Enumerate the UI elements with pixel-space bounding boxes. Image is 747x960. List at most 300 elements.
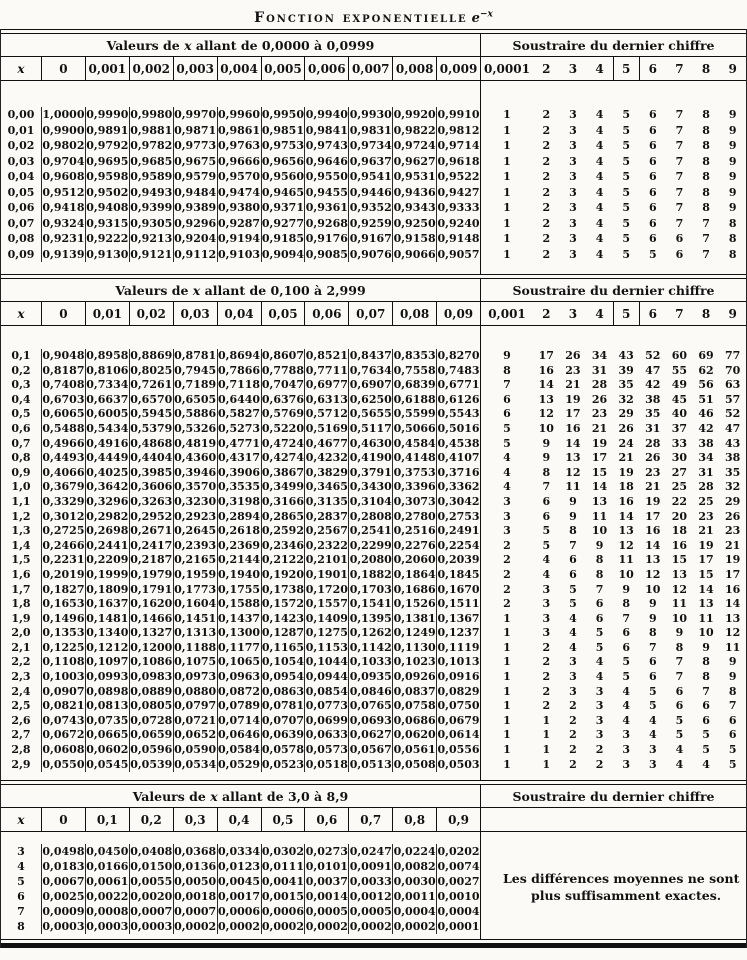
table-row <box>1 670 480 685</box>
diff-cell: 7 <box>542 480 551 494</box>
diff-cell: 7 <box>595 582 604 596</box>
diff-cell: 3 <box>622 728 631 742</box>
value-cell: 0,3230 <box>174 494 217 508</box>
table-row <box>1 568 480 583</box>
value-cell: 0,9753 <box>261 139 304 152</box>
value-cell: 0,3166 <box>261 494 304 508</box>
value-cell: 0,2725 <box>42 524 85 538</box>
diff-cell: 23 <box>565 363 581 377</box>
value-cell: 0,1327 <box>130 626 173 640</box>
section-title-pre: Valeurs de <box>106 38 185 53</box>
value-cell: 0,0006 <box>261 905 304 919</box>
value-cell: 0,2923 <box>174 509 217 523</box>
x-cell: 2,7 <box>11 728 31 742</box>
value-cell: 0,0002 <box>174 920 217 934</box>
value-column-header: 0,06 <box>304 302 348 325</box>
diff-cell: 23 <box>725 524 741 538</box>
value-cell: 0,0714 <box>217 713 261 727</box>
diff-cell: 6 <box>648 670 657 684</box>
diff-cell: 5 <box>622 216 631 230</box>
value-cell: 0,0503 <box>437 757 480 771</box>
value-cell: 0,0743 <box>42 713 85 727</box>
value-cell: 0,7334 <box>86 378 129 392</box>
diff-cell: 28 <box>698 480 714 494</box>
diff-cell: 2 <box>503 538 511 552</box>
right-table-body <box>481 832 746 939</box>
diff-cell: 10 <box>591 524 608 538</box>
value-cell: 0,0539 <box>130 757 173 771</box>
value-cell: 0,9822 <box>393 123 436 137</box>
table-row <box>1 597 480 612</box>
diff-cell: 4 <box>503 480 511 494</box>
value-cell: 0,5379 <box>130 421 173 435</box>
diff-cell: 21 <box>725 538 741 552</box>
diff-cell: 4 <box>595 108 604 121</box>
x-cell: 2,2 <box>11 655 31 669</box>
left-header-row <box>1 57 481 80</box>
value-cell: 0,9812 <box>437 123 480 137</box>
value-cell: 0,0963 <box>217 670 261 684</box>
x-cell: 1,7 <box>11 582 31 596</box>
value-cell: 0,0781 <box>261 699 304 713</box>
value-cell: 0,0011 <box>393 890 436 904</box>
diff-row <box>481 670 746 685</box>
value-cell: 0,9980 <box>130 108 173 121</box>
value-cell: 0,0009 <box>42 905 85 919</box>
value-cell: 0,0627 <box>349 728 392 742</box>
value-cell: 0,5945 <box>130 407 173 421</box>
value-cell: 0,3753 <box>393 465 436 479</box>
diff-cell: 37 <box>671 421 688 435</box>
value-cell: 0,0037 <box>305 875 348 889</box>
diff-cell: 2 <box>595 757 604 771</box>
value-cell: 0,0620 <box>393 728 436 742</box>
diff-cell: 3 <box>569 655 577 669</box>
value-cell: 0,9714 <box>437 139 480 152</box>
diff-cell: 11 <box>698 611 714 625</box>
diff-cell: 17 <box>645 509 661 523</box>
diff-cell: 9 <box>728 185 737 199</box>
diff-cell: 5 <box>503 436 511 450</box>
diff-cell: 14 <box>538 378 554 392</box>
diff-cell: 5 <box>622 123 631 137</box>
value-cell: 0,3042 <box>437 494 480 508</box>
table-section-small-x <box>1 34 746 274</box>
value-cell: 0,0889 <box>130 684 173 698</box>
value-cell: 0,0001 <box>437 920 480 934</box>
value-cell: 0,9352 <box>349 201 392 214</box>
value-cell: 0,9900 <box>42 123 85 137</box>
x-cell: 2,9 <box>11 757 31 771</box>
x-cell: 2,1 <box>11 640 31 654</box>
value-cell: 0,2101 <box>305 553 348 567</box>
value-cell: 0,2080 <box>349 553 392 567</box>
value-cell: 0,8353 <box>393 349 436 362</box>
value-cell: 0,9333 <box>437 201 480 214</box>
value-cell: 0,0596 <box>130 743 173 757</box>
value-cell: 0,0665 <box>86 728 129 742</box>
value-cell: 0,9343 <box>393 201 436 214</box>
table-row <box>1 626 480 641</box>
table-row <box>1 231 480 247</box>
diff-cell: 8 <box>728 216 737 230</box>
diff-cell: 4 <box>503 451 511 465</box>
value-cell: 0,9185 <box>261 232 304 245</box>
diff-cell: 6 <box>648 170 657 183</box>
value-cell: 0,0224 <box>393 845 436 859</box>
value-cell: 0,0602 <box>86 743 129 757</box>
diff-column-header: 2 <box>542 307 551 321</box>
value-cell: 0,8521 <box>305 349 348 362</box>
value-cell: 0,1827 <box>42 582 85 596</box>
diff-cell: 6 <box>728 713 737 727</box>
value-cell: 0,9315 <box>86 216 129 230</box>
value-cell: 0,2491 <box>437 524 480 538</box>
table-row <box>1 714 480 729</box>
diff-cell: 6 <box>569 567 577 581</box>
x-cell: 6 <box>17 890 25 904</box>
diff-row <box>481 107 746 123</box>
value-cell: 0,9076 <box>349 247 392 261</box>
value-cell: 0,9204 <box>174 232 217 245</box>
value-cell: 0,9930 <box>349 108 392 121</box>
diff-row <box>481 728 746 743</box>
note-text <box>481 844 746 904</box>
diff-cell: 3 <box>622 757 631 771</box>
value-cell: 0,4677 <box>305 436 348 450</box>
value-cell: 0,0082 <box>393 860 436 874</box>
value-cell: 0,9427 <box>437 185 480 199</box>
diff-cell: 47 <box>645 363 661 377</box>
value-cell: 0,0556 <box>437 743 480 757</box>
value-cell: 0,2393 <box>174 538 217 552</box>
value-cell: 0,0584 <box>217 743 261 757</box>
diff-cell: 32 <box>618 392 634 406</box>
diff-cell: 6 <box>702 699 710 713</box>
value-cell: 0,0898 <box>86 684 129 698</box>
table-row <box>1 169 480 185</box>
diff-cell: 1 <box>503 626 511 640</box>
diff-row <box>481 349 746 364</box>
diff-cell: 2 <box>542 123 551 137</box>
value-cell: 0,9057 <box>437 247 480 261</box>
value-cell: 0,0728 <box>130 713 173 727</box>
diff-cell: 16 <box>671 538 688 552</box>
diff-cell: 14 <box>725 597 741 611</box>
value-cell: 0,9296 <box>174 216 217 230</box>
diff-cell: 21 <box>565 378 581 392</box>
value-cell: 0,9531 <box>393 170 436 183</box>
diff-cell: 14 <box>565 436 581 450</box>
diff-cell: 6 <box>648 139 657 152</box>
diff-cell: 4 <box>595 216 604 230</box>
table-row <box>1 728 480 743</box>
value-cell: 0,4916 <box>86 436 129 450</box>
value-cell: 0,1287 <box>261 626 304 640</box>
value-cell: 0,4404 <box>130 451 173 465</box>
diff-cell: 4 <box>648 728 657 742</box>
diff-cell: 32 <box>725 480 741 494</box>
diff-cell: 11 <box>591 509 608 523</box>
diff-row <box>481 200 746 216</box>
value-column-header: 0,5 <box>261 808 305 831</box>
right-header-row <box>481 808 746 831</box>
diff-cell: 5 <box>648 699 657 713</box>
diff-cell: 13 <box>671 567 688 581</box>
value-cell: 0,1097 <box>86 655 129 669</box>
diff-cell: 3 <box>569 201 577 214</box>
value-cell: 0,3135 <box>305 494 348 508</box>
diff-cell: 6 <box>648 123 657 137</box>
diff-cell: 34 <box>591 349 608 362</box>
diff-cell: 10 <box>618 567 634 581</box>
diff-cell: 6 <box>648 655 657 669</box>
diff-cell: 6 <box>542 509 551 523</box>
value-cell: 0,1588 <box>217 597 261 611</box>
value-cell: 0,1451 <box>174 611 217 625</box>
diff-column-header: 5 <box>613 302 640 325</box>
diff-cell: 9 <box>702 640 710 654</box>
value-cell: 0,1023 <box>393 655 436 669</box>
diff-cell: 3 <box>569 232 577 245</box>
value-cell: 0,1920 <box>261 567 304 581</box>
value-cell: 0,1130 <box>393 640 436 654</box>
value-cell: 0,5220 <box>261 421 304 435</box>
value-cell: 0,5827 <box>217 407 261 421</box>
x-cell: 1,9 <box>11 611 31 625</box>
value-cell: 0,3570 <box>174 480 217 494</box>
diff-cell: 4 <box>702 757 710 771</box>
value-cell: 0,0523 <box>261 757 304 771</box>
value-cell: 0,0002 <box>305 920 348 934</box>
diff-cell: 2 <box>542 684 551 698</box>
diff-cell: 17 <box>565 407 581 421</box>
x-cell: 1,5 <box>11 553 31 567</box>
diff-row <box>481 524 746 539</box>
diff-cell: 8 <box>728 247 737 261</box>
value-cell: 0,1409 <box>305 611 348 625</box>
diff-row <box>481 553 746 568</box>
value-cell: 0,9148 <box>437 232 480 245</box>
table-row <box>1 451 480 466</box>
value-cell: 0,8869 <box>130 349 173 362</box>
table-row <box>1 889 480 904</box>
value-cell: 0,1773 <box>174 582 217 596</box>
value-cell: 0,6977 <box>305 378 348 392</box>
value-cell: 0,9305 <box>130 216 173 230</box>
diff-cell: 5 <box>503 421 511 435</box>
diff-cell: 4 <box>569 626 577 640</box>
diff-cell: 1 <box>503 728 511 742</box>
value-cell: 0,2645 <box>174 524 217 538</box>
value-cell: 0,0578 <box>261 743 304 757</box>
section-band <box>1 279 746 302</box>
diff-cell: 1 <box>503 123 511 137</box>
value-column-header: 0,7 <box>348 808 392 831</box>
value-cell: 0,1249 <box>393 626 436 640</box>
value-cell: 0,2299 <box>349 538 392 552</box>
value-cell: 0,9608 <box>42 170 85 183</box>
diff-cell: 19 <box>645 494 661 508</box>
diff-cell: 4 <box>542 553 551 567</box>
diff-cell: 6 <box>648 154 657 168</box>
value-cell: 0,0773 <box>305 699 348 713</box>
value-cell: 0,7408 <box>42 378 85 392</box>
diff-cell: 16 <box>565 421 581 435</box>
value-cell: 0,1003 <box>42 670 85 684</box>
value-cell: 0,9361 <box>305 201 348 214</box>
value-cell: 0,9560 <box>261 170 304 183</box>
diff-cell: 6 <box>648 201 657 214</box>
value-cell: 0,3791 <box>349 465 392 479</box>
diff-column-header: 8 <box>701 307 711 321</box>
value-cell: 0,2441 <box>86 538 129 552</box>
value-cell: 0,7788 <box>261 363 304 377</box>
value-cell: 0,0002 <box>393 920 436 934</box>
value-cell: 0,9231 <box>42 232 85 245</box>
value-cell: 1,0000 <box>42 108 85 121</box>
diff-cell: 6 <box>503 392 511 406</box>
value-cell: 0,1423 <box>261 611 304 625</box>
value-cell: 0,1165 <box>261 640 304 654</box>
diff-cell: 70 <box>725 363 741 377</box>
diff-cell: 69 <box>698 349 714 362</box>
diff-cell: 3 <box>569 123 577 137</box>
diff-cell: 38 <box>645 392 661 406</box>
value-cell: 0,2541 <box>349 524 392 538</box>
right-table-body <box>481 81 746 274</box>
value-cell: 0,0926 <box>393 670 436 684</box>
diff-row <box>481 378 746 393</box>
diff-cell: 6 <box>648 232 657 245</box>
value-cell: 0,8270 <box>437 349 480 362</box>
diff-cell: 1 <box>503 757 511 771</box>
x-cell: 1,8 <box>11 597 31 611</box>
value-cell: 0,9222 <box>86 232 129 245</box>
value-cell: 0,6376 <box>261 392 304 406</box>
x-cell: 0,3 <box>11 378 31 392</box>
value-cell: 0,1033 <box>349 655 392 669</box>
value-cell: 0,0659 <box>130 728 173 742</box>
diff-cell: 3 <box>595 728 604 742</box>
value-cell: 0,3073 <box>393 494 436 508</box>
value-cell: 0,9541 <box>349 170 392 183</box>
value-cell: 0,0652 <box>174 728 217 742</box>
value-cell: 0,0273 <box>305 845 348 859</box>
value-cell: 0,9656 <box>261 154 304 168</box>
value-cell: 0,0018 <box>174 890 217 904</box>
value-cell: 0,9250 <box>393 216 436 230</box>
table-row <box>1 699 480 714</box>
value-cell: 0,6703 <box>42 392 85 406</box>
diff-cell: 5 <box>728 757 737 771</box>
x-cell: 0,00 <box>7 108 35 121</box>
diff-cell: 13 <box>725 611 741 625</box>
diff-cell: 9 <box>728 123 737 137</box>
value-cell: 0,3679 <box>42 480 85 494</box>
x-cell: 0,04 <box>7 170 35 183</box>
diff-cell: 6 <box>675 232 684 245</box>
value-cell: 0,2865 <box>261 509 304 523</box>
diff-cell: 60 <box>671 349 688 362</box>
x-cell: 2,6 <box>11 713 31 727</box>
table-row <box>1 480 480 495</box>
value-cell: 0,9618 <box>437 154 480 168</box>
value-cell: 0,7711 <box>305 363 348 377</box>
diff-cell: 5 <box>622 139 631 152</box>
diff-cell: 1 <box>503 232 511 245</box>
section-title-right: Soustraire du dernier chiffre <box>512 38 715 53</box>
table-row <box>1 407 480 422</box>
page-title <box>0 0 747 29</box>
diff-cell: 5 <box>569 597 577 611</box>
diff-cell: 4 <box>569 640 577 654</box>
value-cell: 0,0015 <box>261 890 304 904</box>
diff-cell: 1 <box>503 684 511 698</box>
value-cell: 0,0002 <box>217 920 261 934</box>
value-cell: 0,0534 <box>174 757 217 771</box>
value-cell: 0,6505 <box>174 392 217 406</box>
value-cell: 0,0030 <box>393 875 436 889</box>
value-cell: 0,8694 <box>217 349 261 362</box>
diff-cell: 4 <box>595 655 604 669</box>
diff-cell: 17 <box>698 553 714 567</box>
diff-cell: 13 <box>565 451 581 465</box>
section-band <box>1 785 746 808</box>
value-cell: 0,4317 <box>217 451 261 465</box>
diff-cell: 14 <box>698 582 714 596</box>
diff-row <box>481 247 746 263</box>
diff-cell: 40 <box>671 407 688 421</box>
diff-cell: 9 <box>728 108 737 121</box>
diff-cell: 9 <box>542 436 551 450</box>
diff-row <box>481 169 746 185</box>
diff-cell: 8 <box>702 655 710 669</box>
value-cell: 0,4025 <box>86 465 129 479</box>
value-cell: 0,7866 <box>217 363 261 377</box>
diff-cell: 11 <box>671 597 688 611</box>
x-cell: 2,5 <box>11 699 31 713</box>
value-cell: 0,9589 <box>130 170 173 183</box>
diff-cell: 3 <box>569 154 577 168</box>
value-cell: 0,3867 <box>261 465 304 479</box>
value-cell: 0,2346 <box>261 538 304 552</box>
diff-cell: 2 <box>542 201 551 214</box>
diff-cell: 5 <box>675 728 684 742</box>
x-cell: 0,7 <box>11 436 31 450</box>
diff-row <box>481 685 746 700</box>
diff-cell: 6 <box>648 185 657 199</box>
value-cell: 0,3829 <box>305 465 348 479</box>
x-cell: 2,3 <box>11 670 31 684</box>
value-cell: 0,1481 <box>86 611 129 625</box>
diff-cell: 26 <box>618 421 634 435</box>
x-cell: 1,1 <box>11 494 31 508</box>
value-cell: 0,5543 <box>437 407 480 421</box>
x-cell: 0,2 <box>11 363 31 377</box>
diff-cell: 2 <box>542 154 551 168</box>
value-cell: 0,2165 <box>174 553 217 567</box>
x-cell: 4 <box>17 860 25 874</box>
value-cell: 0,9724 <box>393 139 436 152</box>
diff-cell: 23 <box>645 465 661 479</box>
value-cell: 0,9802 <box>42 139 85 152</box>
diff-cell: 16 <box>618 494 634 508</box>
value-column-header: 0,03 <box>173 302 217 325</box>
left-table-body <box>1 81 481 274</box>
diff-cell: 3 <box>542 582 551 596</box>
value-cell: 0,9763 <box>217 139 261 152</box>
